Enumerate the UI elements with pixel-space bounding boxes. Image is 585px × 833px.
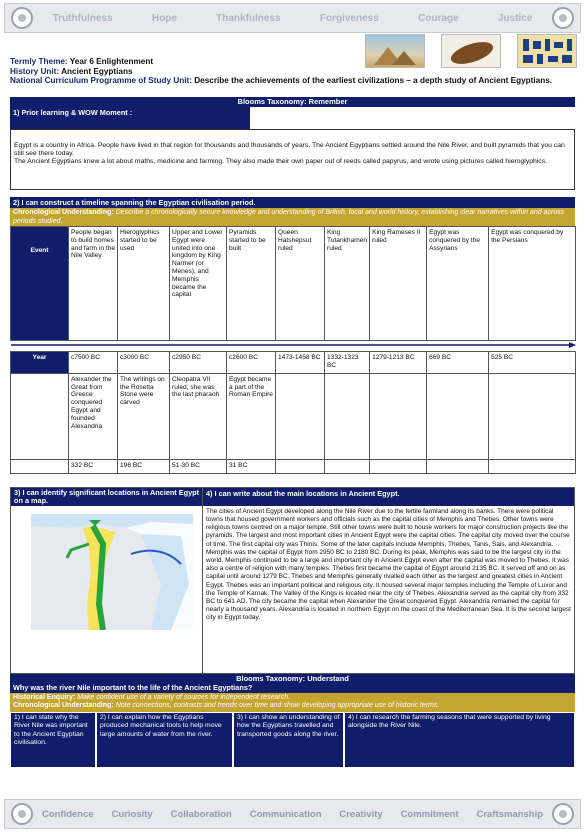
value-item: Hope <box>151 12 177 24</box>
year-cell: c2950 BC <box>170 351 227 373</box>
year-cell: 669 BC <box>427 351 489 373</box>
value-item: Truthfulness <box>52 12 113 24</box>
main-sheet <box>10 97 575 768</box>
year-cell <box>489 459 576 473</box>
event-cell: Hieroglyphics started to be used <box>118 227 170 341</box>
nile-chrono-label: Chronological Understanding: <box>13 702 114 710</box>
event-cell: Pyramids started to be built <box>227 227 276 341</box>
values-list-top <box>33 13 552 24</box>
school-logo <box>552 803 574 825</box>
event-cell <box>370 373 427 459</box>
enquiry-text: Make confident use of a variety of sources for independent research. <box>77 693 291 701</box>
year-cell: c7500 BC <box>69 351 118 373</box>
year-cell: 1332-1323 BC <box>325 351 370 373</box>
blooms-remember-header: Blooms Taxonomy: Remember <box>10 97 575 107</box>
year-cell: 1473-1458 BC <box>276 351 325 373</box>
values-bar-top <box>4 3 581 33</box>
value-item: Justice <box>497 12 533 24</box>
event-cell: King Rameses II ruled <box>370 227 427 341</box>
locations-text-title: 4) I can write about the main locations in Ancient Egypt. <box>203 488 574 506</box>
nile-enquiry-row <box>10 693 575 703</box>
locations-map-title: 3) I can identify significant locations in Ancient Egypt on a map. <box>11 488 202 506</box>
nile-chrono-row <box>10 702 575 712</box>
skill-item: Collaboration <box>170 808 232 820</box>
nile-box-1: 1) I can state why the River Nile was important to the Ancient Egyptian civilisation. <box>10 712 96 768</box>
values-list-bottom <box>33 809 552 820</box>
timeline-arrow-row <box>11 341 576 352</box>
nile-boxes <box>10 712 575 768</box>
school-logo <box>11 7 33 29</box>
year-cell <box>276 459 325 473</box>
nc-value: Describe the achievements of the earliest civilizations – a depth study of Ancient Egyptians. <box>194 76 553 85</box>
year-cell: 332 BC <box>69 459 118 473</box>
year-cell: 196 BC <box>118 459 170 473</box>
event-cell: Upper and Lower Egypt were united into one kingdom by King Narmer (or Menes), and Memphis became the capital <box>170 227 227 341</box>
value-item: Courage <box>418 12 459 24</box>
event-cell <box>427 373 489 459</box>
timeline-table <box>10 226 576 474</box>
event-cell: King Tutankhamen ruled <box>325 227 370 341</box>
prior-para-1: Egypt is a country in Africa. People have lived in that region for thousands and thousands of years. The Ancient Egyptians settled around the Nile River, and built pyramids that you can still see there today. <box>14 142 565 158</box>
locations-text-column <box>203 487 575 674</box>
event-cell: Egypt was conquered by the Assyrians <box>427 227 489 341</box>
locations-text: The cities of Ancient Egypt developed along the Nile River due to the fertile farmland along its banks. There were political towns that housed government workers and officials such as the capital cities of Memphis and Thebes. Other towns were religious towns centred on a major temple. Still other towns were built to house workers for major construction projects like the pyramids. The largest and most important cities in Ancient Egypt were the capital cities. The capital city moved over the course of time. The first capital city was Thinis. Some of the later capitals include Memphis, Thebes, Tanis, Sais, and Alexandria. Memphis was the capital of Egypt from 2950 BC to 2180 BC. During its peak, Memphis was said to be the largest city in the world. Memphis continued to be a large and important city in Ancient Egypt even after the capital was moved to Thebes. It was also a centre of religion with many temples. Thebes first became the capital of Egypt around 2135 BC. It served off and on as capital until around 1279 BC. Thebes and Memphis generally rivalled each other as the largest and greatest cities in Ancient Egypt. Thebes was an important political and religious city. It housed several major temples including the Temple of Luxor and the Temple of Karnak. The Valley of the Kings is located near the city of Thebes. Alexandria served as the capital city from 332 BC to 641 AD. The city became the capital when Alexander the Great conquered Egypt. Alexandria remained the capital for nearly a thousand years. Alexandria is located in northern Egypt on the coast of the Mediterranean Sea. It is the second largest city in Egypt today. <box>206 507 571 622</box>
school-logo <box>11 803 33 825</box>
unit-label: History Unit: <box>10 66 60 76</box>
prior-para-2: The Ancient Egyptians knew a lot about maths, medicine and farming. They also made their own paper out of reeds called papyrus, and wrote using pictures called hieroglyphics. <box>14 158 547 166</box>
skill-item: Craftsmanship <box>476 808 544 820</box>
locations-map-column <box>10 487 203 674</box>
value-item: Forgiveness <box>319 12 379 24</box>
event-cell: Egypt was conquered by the Persians <box>489 227 576 341</box>
chrono-text: Describe a chronologically secure knowledge and understanding of British, local and world history, establishing clear narratives within and across periods studied. <box>13 209 565 225</box>
event-label: Event <box>11 227 69 341</box>
year-cell: 1279-1213 BC <box>370 351 427 373</box>
year-cell <box>427 459 489 473</box>
year-cell: c2600 BC <box>227 351 276 373</box>
skill-item: Creativity <box>339 808 383 820</box>
year-cell: 51-30 BC <box>170 459 227 473</box>
event-cell: People began to build homes and farm in the Nile Valley <box>69 227 118 341</box>
year-cell <box>325 459 370 473</box>
timeline-arrow <box>11 341 576 348</box>
locations-section <box>10 487 575 674</box>
event-cell: Queen Hatshepsut ruled <box>276 227 325 341</box>
year-label: Year <box>11 351 69 373</box>
nile-box-4: 4) I can research the farming seasons that were supported by living alongside the River Nile. <box>344 712 575 768</box>
event-cell <box>325 373 370 459</box>
unit-header <box>10 57 552 86</box>
blooms-understand-header: Blooms Taxonomy: Understand <box>10 674 575 684</box>
prior-learning-text <box>10 129 575 190</box>
event-cell: Alexander the Great from Greece conquered Egypt and founded Alexandria <box>69 373 118 459</box>
nile-box-3: 3) I can show an understanding of how the Egyptians travelled and transported goods along the river. <box>233 712 344 768</box>
event-cell: Cleopatra VII ruled; she was the last pharaoh <box>170 373 227 459</box>
nile-question: Why was the river Nile important to the life of the Ancient Egyptians? <box>10 684 575 693</box>
year-cell: 525 BC <box>489 351 576 373</box>
prior-learning-title: 1) Prior learning & WOW Moment : <box>10 107 250 129</box>
event-cell: The writings on the Rosetta Stone were carved <box>118 373 170 459</box>
enquiry-label: Historical Enquiry: <box>13 693 76 701</box>
theme-value: Year 6 Enlightenment <box>69 57 154 66</box>
unit-value: Ancient Egyptians <box>61 66 133 76</box>
values-bar-bottom <box>4 799 581 829</box>
skill-item: Communication <box>249 808 322 820</box>
blank-cell <box>11 373 69 459</box>
chrono-label: Chronological Understanding: <box>13 209 114 216</box>
nc-label: National Curriculum Programme of Study Unit: <box>10 76 192 85</box>
egypt-map <box>31 514 193 630</box>
year-cell <box>370 459 427 473</box>
event-cell <box>276 373 325 459</box>
skill-item: Confidence <box>41 808 94 820</box>
year-cell: 31 BC <box>227 459 276 473</box>
nile-chrono-text: Note connections, contrasts and trends over time and show developing appropriate use of historic terms. <box>115 702 440 710</box>
event-cell <box>489 373 576 459</box>
timeline-title: 2) I can construct a timeline spanning the Egyptian civilisation period. <box>10 197 575 208</box>
value-item: Thankfulness <box>216 12 281 24</box>
skill-item: Commitment <box>400 808 459 820</box>
timeline-chrono <box>10 208 575 226</box>
blank-cell <box>11 459 69 473</box>
nile-box-2: 2) I can explain how the Egyptians produced mechanical tools to help move large amounts of water from the river. <box>96 712 233 768</box>
school-logo <box>552 7 574 29</box>
theme-label: Termly Theme: <box>10 57 68 66</box>
event-cell: Egypt became a part of the Roman Empire <box>227 373 276 459</box>
year-cell: c3000 BC <box>118 351 170 373</box>
skill-item: Curiosity <box>111 808 153 820</box>
